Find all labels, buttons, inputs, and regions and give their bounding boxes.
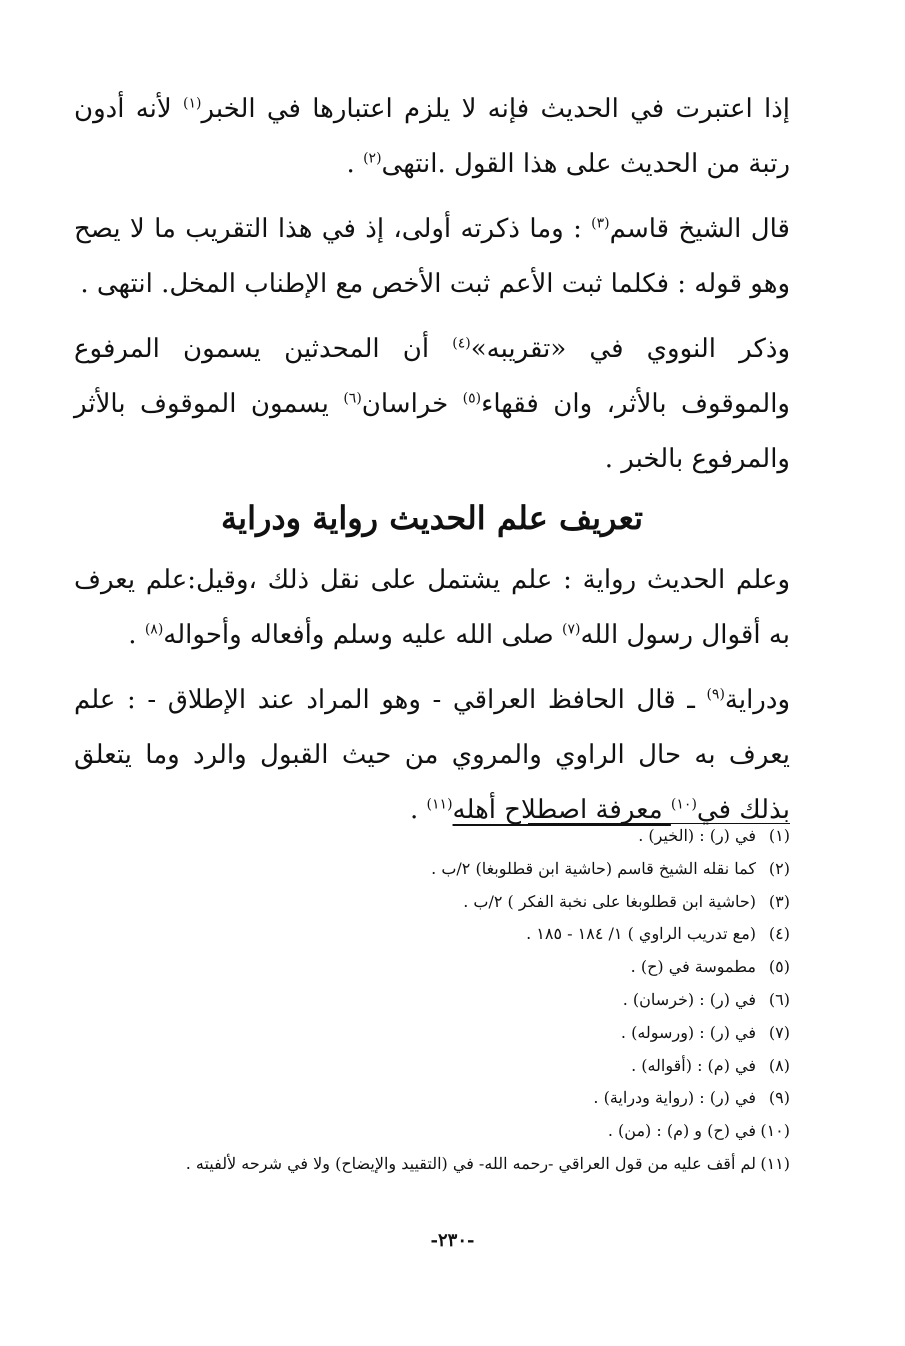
footnote-ref: (٣) — [591, 215, 610, 232]
footnote-text: في (ر) : (خرسان) . — [622, 989, 756, 1009]
main-text — [74, 82, 790, 838]
footnote-ref: (٦) — [343, 390, 362, 407]
footnote-text: مطموسة في (ح) . — [630, 957, 756, 977]
footnote-number: (١٠) — [760, 1121, 790, 1141]
footnote — [74, 918, 790, 951]
footnote-ref: (٥) — [462, 390, 482, 407]
footnote-number: (٤) — [768, 924, 790, 944]
footnote-number: (٦) — [768, 989, 790, 1009]
footnote-text: (حاشية ابن قطلوبغا على نخبة الفكر ) ٢/ب . — [463, 891, 756, 911]
paragraph — [74, 322, 790, 487]
footnote-text: في (م) : (أقواله) . — [631, 1055, 756, 1075]
paragraphs-top — [74, 82, 790, 487]
footnote-ref: (١١) — [426, 796, 453, 813]
footnote-text: في (ح) و (م) : (من) . — [607, 1121, 756, 1141]
text-segment: خراسان — [361, 389, 463, 419]
footnote-number: (٢) — [768, 858, 790, 878]
paragraph — [74, 673, 790, 838]
footnote-number: (٩) — [768, 1088, 790, 1108]
footnote-text: (مع تدريب الراوي ) ١/ ١٨٤ - ١٨٥ . — [526, 924, 756, 944]
text-segment: أن المحدثين يسمون المرفوع والموقوف بالأثر، وان فقهاء — [74, 334, 790, 419]
page-number: -٢٣٠- — [430, 1230, 475, 1251]
footnote-ref: (٢) — [363, 150, 382, 167]
footnote-number: (٣) — [768, 891, 790, 911]
footnote-ref: (٧) — [562, 621, 581, 638]
text-segment: وعلم الحديث رواية : علم يشتمل على نقل ذلك ،وقيل:علم يعرف به أقوال رسول الله — [74, 565, 790, 650]
text-segment: إذا اعتبرت في الحديث فإنه لا يلزم اعتبارها في الخبر — [201, 94, 790, 124]
text-segment: صلى الله عليه وسلم وأفعاله وأحواله — [163, 620, 562, 650]
footnote-number: (٥) — [768, 957, 790, 977]
paragraph — [74, 202, 790, 312]
footnote-text: لم أقف عليه من قول العراقي -رحمه الله- في (التقييد والإيضاح) ولا في شرحه لألفيته . — [185, 1153, 756, 1173]
footnote — [74, 1082, 790, 1115]
text-segment: ودراية — [724, 685, 790, 715]
text-segment: ـ قال الحافظ العراقي - وهو المراد عند الإطلاق - : علم يعرف به حال الراوي والمروي من حيث القبول والرد وما يتعلق بذلك في — [74, 685, 790, 825]
footnote-text: في (ر) : (رواية ودراية) . — [593, 1088, 756, 1108]
text-segment: . — [128, 620, 145, 650]
paragraphs-bottom — [74, 553, 790, 838]
footnotes — [74, 820, 790, 1181]
footnote-number: (٧) — [768, 1022, 790, 1042]
footnote-text: كما نقله الشيخ قاسم (حاشية ابن قطلوبغا) ٢/ب . — [431, 858, 756, 878]
footnote-ref: (١) — [183, 95, 202, 112]
footnote — [74, 1017, 790, 1050]
text-segment: . — [410, 795, 427, 825]
footnote — [74, 886, 790, 919]
paragraph — [74, 82, 790, 192]
footnote — [74, 820, 790, 853]
footnote-text: في (ر) : (ورسوله) . — [620, 1022, 756, 1042]
footnote — [74, 1115, 790, 1148]
text-segment: لأنه أدون رتبة من الحديث على هذا القول .انتهى — [74, 94, 790, 179]
text-segment: . — [346, 149, 364, 179]
footnote — [74, 1148, 790, 1181]
text-segment: : وما ذكرته أولى، إذ في هذا التقريب ما لا يصح وهو قوله : فكلما ثبت الأعم ثبت الأخص مع الإطناب المخل. انتهى . — [74, 214, 790, 299]
section-heading: تعريف علم الحديث رواية ودراية — [221, 499, 643, 537]
footnote — [74, 984, 790, 1017]
text-segment: وذكر النووي في «تقريبه» — [470, 334, 790, 364]
footnote-number: (١) — [768, 826, 790, 845]
footnote — [74, 1050, 790, 1083]
text-segment: قال الشيخ قاسم — [609, 214, 790, 244]
footnote-ref: (٤) — [452, 335, 471, 352]
paragraph — [74, 553, 790, 663]
footnote-text: في (ر) : (الخير) . — [638, 826, 756, 845]
footnote-number: (٨) — [768, 1055, 790, 1075]
footnote — [74, 853, 790, 886]
footnote — [74, 951, 790, 984]
text-segment: يسمون الموقوف بالأثر والمرفوع بالخبر . — [74, 389, 790, 474]
footnote-ref: (١٠) — [670, 796, 697, 813]
footnote-ref: (٨) — [144, 621, 164, 638]
footnote-number: (١١) — [760, 1153, 790, 1173]
text-segment: معرفة اصطلاح أهله — [452, 795, 671, 825]
footnote-ref: (٩) — [706, 686, 725, 703]
